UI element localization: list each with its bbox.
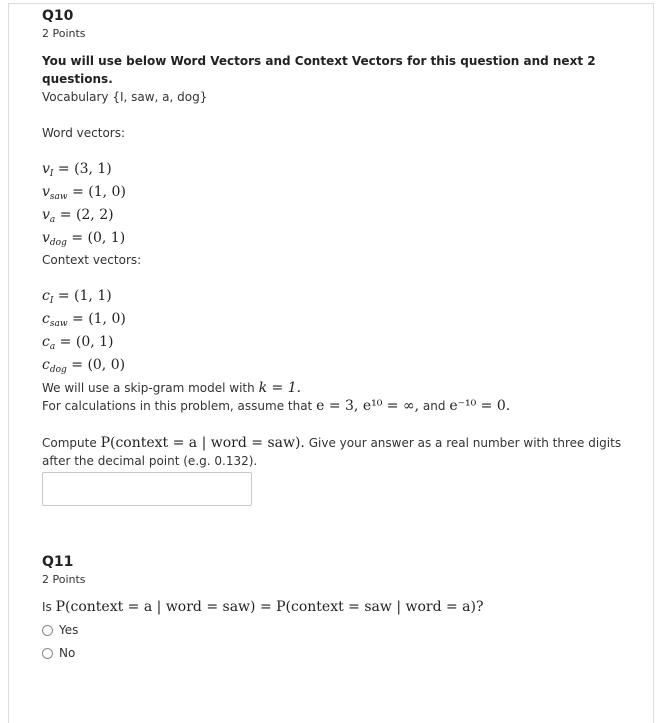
assumption-statement: For calculations in this problem, assume that e = 3, e¹⁰ = ∞, and e⁻¹⁰ = 0. bbox=[42, 398, 511, 414]
word-vector: $v_a = (2$, 2) bbox=[42, 207, 114, 225]
q11-option-label: No bbox=[59, 646, 76, 660]
context-vector: $c_I = (1$, 1) bbox=[42, 288, 112, 306]
compute-statement-line2: after the decimal point (e.g. 0.132). bbox=[42, 454, 258, 468]
context-vectors-label: Context vectors: bbox=[42, 253, 142, 267]
q10-number: Q10 bbox=[42, 8, 74, 24]
q10-points: 2 Points bbox=[42, 27, 86, 40]
q11-question: Is P(context = a | word = saw) = P(context = saw | word = a)? bbox=[42, 599, 484, 615]
word-vector: $v_{saw} = (1$, 0) bbox=[42, 184, 126, 202]
q11-option-label: Yes bbox=[59, 623, 79, 637]
compute-statement: Compute P(context = a | word = saw). Give your answer as a real number with three digits bbox=[42, 435, 622, 451]
q10-intro: You will use below Word Vectors and Context Vectors for this question and next 2 questions. bbox=[42, 54, 596, 86]
context-vector: $c_a = (0$, 1) bbox=[42, 334, 114, 352]
q11-header bbox=[42, 554, 86, 586]
q11-option-yes[interactable] bbox=[42, 623, 78, 637]
vocabulary: Vocabulary {I, saw, a, dog} bbox=[42, 90, 208, 104]
q11-option-no[interactable] bbox=[42, 646, 75, 660]
radio-button-icon[interactable] bbox=[42, 625, 53, 636]
q10-answer-input[interactable] bbox=[42, 472, 252, 506]
word-vector: $v_I = (3$, 1) bbox=[42, 161, 112, 179]
context-vector-list bbox=[42, 287, 126, 379]
q11-number: Q11 bbox=[42, 554, 74, 570]
word-vectors-label: Word vectors: bbox=[42, 126, 126, 140]
word-vector-list bbox=[42, 160, 126, 252]
radio-button-icon[interactable] bbox=[42, 648, 53, 659]
model-statement: We will use a skip-gram model with k = 1. bbox=[42, 380, 302, 396]
q10-header bbox=[42, 8, 86, 40]
word-vector: $v_{dog} = (0$, 1) bbox=[42, 230, 126, 248]
context-vector: $c_{dog} = (0$, 0) bbox=[42, 357, 126, 375]
q11-points: 2 Points bbox=[42, 573, 86, 586]
context-vector: $c_{saw} = (1$, 0) bbox=[42, 311, 126, 329]
